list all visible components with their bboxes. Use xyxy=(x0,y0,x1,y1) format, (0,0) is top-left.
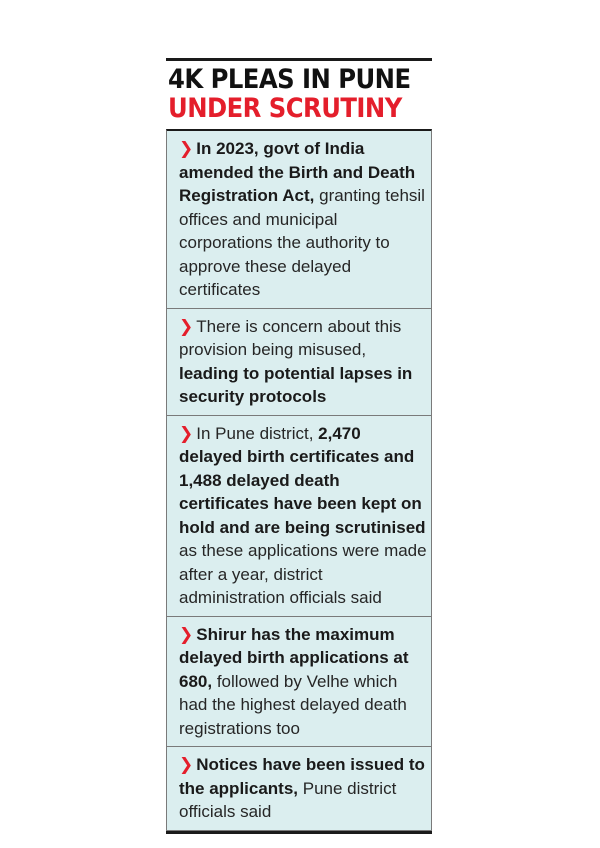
fact-item-1 xyxy=(167,131,431,309)
headline xyxy=(168,64,411,124)
chevron-right-icon: ❯ xyxy=(179,139,194,158)
fact-item-4-text: followed by Velhe which had the highest delayed death registrations too xyxy=(179,671,407,738)
fact-item-3-bold: 2,470 delayed birth certificates and 1,488 delayed death certificates have been kept on hold and are being scrutinised xyxy=(179,423,426,537)
chevron-right-icon: ❯ xyxy=(179,624,194,644)
top-rule xyxy=(166,58,432,61)
fact-item-5-bold: Notices have been issued to the applicants, xyxy=(179,755,425,798)
fact-item-3-pre: In Pune district, xyxy=(196,423,319,443)
fact-item-3-text: as these applications were made after a year, district administration officials said xyxy=(179,541,427,607)
fact-item-1-bold: In 2023, govt of India amended the Birth and Death Registration Act, xyxy=(179,139,416,205)
fact-item-1-text: granting tehsil offices and municipal corporations the authority to approve these delayed certificates xyxy=(179,186,425,299)
headline-line-1: 4K PLEAS IN PUNE xyxy=(168,64,411,95)
fact-item-2-bold: leading to potential lapses in security protocols xyxy=(179,363,413,406)
chevron-right-icon: ❯ xyxy=(179,423,194,443)
facts-box xyxy=(166,129,432,831)
infobox xyxy=(166,58,432,834)
fact-item-5-text: Pune district officials said xyxy=(179,778,397,821)
fact-item-2 xyxy=(167,309,431,416)
chevron-right-icon: ❯ xyxy=(179,755,194,774)
headline-line-2: UNDER SCRUTINY xyxy=(168,93,402,124)
fact-item-5 xyxy=(167,747,431,830)
fact-item-2-pre: There is concern about this provision being misused, xyxy=(179,316,402,359)
bottom-rule xyxy=(166,831,432,834)
fact-item-4 xyxy=(167,617,431,748)
fact-item-4-bold: Shirur has the maximum delayed birth applications at 680, xyxy=(179,624,409,691)
chevron-right-icon: ❯ xyxy=(179,316,194,336)
fact-item-3 xyxy=(167,416,431,617)
